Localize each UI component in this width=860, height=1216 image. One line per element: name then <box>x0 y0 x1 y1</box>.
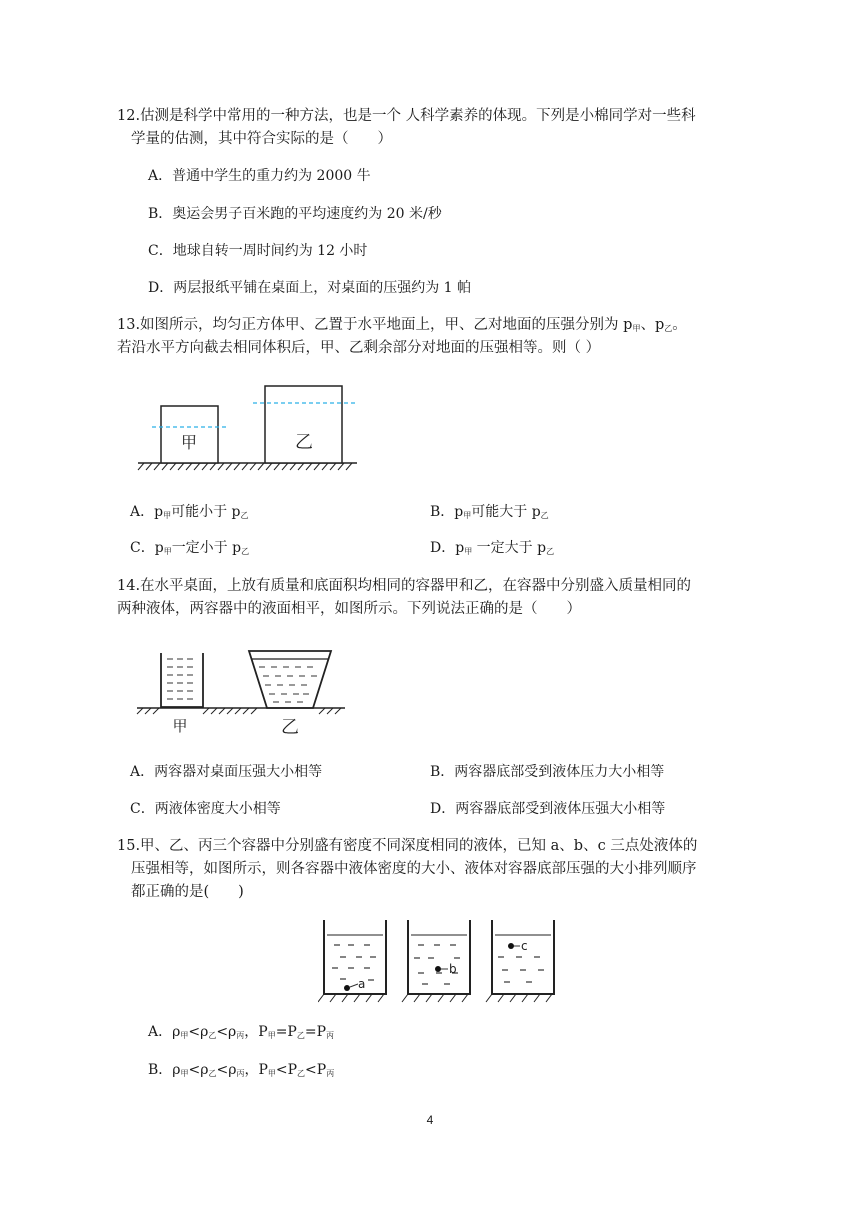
q12-stem-line2: 学量的估测，其中符合实际的是（ ） <box>131 131 392 147</box>
q12-option-b: B．奥运会男子百米跑的平均速度约为 20 米/秒 <box>148 206 442 222</box>
label-c: c <box>521 939 528 953</box>
point-b <box>435 966 441 972</box>
point-a <box>344 985 350 991</box>
q14-option-a: A．两容器对桌面压强大小相等 <box>130 764 323 780</box>
q13-option-c: C．$p_甲$一定小于 $p_乙$ <box>130 540 250 556</box>
q14-option-c: C．两液体密度大小相等 <box>130 801 281 817</box>
label-yi: 乙 <box>295 432 313 453</box>
label-b: b <box>449 962 457 976</box>
q15-stem-line3: 都正确的是( ) <box>131 884 244 900</box>
q12-option-c: C．地球自转一周时间约为 12 小时 <box>148 243 368 259</box>
q13-option-b: B．$p_甲$可能大于 $p_乙$ <box>430 504 549 520</box>
q15-stem-line1: 15.甲、乙、丙三个容器中分别盛有密度不同深度相同的液体，已知 a、b、c 三点处液体的 <box>117 838 698 854</box>
q14-containers-figure <box>133 647 348 739</box>
q12-stem-line1: 12.估测是科学中常用的一种方法，也是一个 人科学素养的体现。下列是小棉同学对一些科 <box>117 108 696 124</box>
page-number: 4 <box>426 1113 434 1127</box>
q13-stem-line2: 若沿水平方向截去相同体积后，甲、乙剩余部分对地面的压强相等。则（ ） <box>117 340 601 356</box>
q13-stem-line1: 13.如图所示，均匀正方体甲、乙置于水平地面上，甲、乙对地面的压强分别为 $p_甲$、$p_乙$。 <box>117 317 687 333</box>
q12-option-d: D．两层报纸平铺在桌面上，对桌面的压强约为 1 帕 <box>148 280 472 296</box>
q13-option-d: D．$p_甲$ 一定大于 $p_乙$ <box>430 540 555 556</box>
q15-containers-figure <box>318 918 564 1004</box>
label-yi: 乙 <box>281 717 299 738</box>
q14-option-d: D．两容器底部受到液体压强大小相等 <box>430 801 666 817</box>
label-jia: 甲 <box>172 717 188 735</box>
q14-stem-line1: 14.在水平桌面，上放有质量和底面积均相同的容器甲和乙，在容器中分别盛入质量相同的 <box>117 578 692 594</box>
q15-stem-line2: 压强相等，如图所示，则各容器中液体密度的大小、液体对容器底部压强的大小排列顺序 <box>131 861 697 877</box>
point-c <box>508 943 514 949</box>
label-a: a <box>358 977 366 991</box>
q14-stem-line2: 两种液体，两容器中的液面相平，如图所示。下列说法正确的是（ ） <box>117 601 581 617</box>
q15-option-a: A．$\rho_甲<\rho_乙<\rho_丙$，$P_甲=P_乙=P_丙$ <box>148 1024 335 1040</box>
label-jia: 甲 <box>180 433 198 452</box>
q13-blocks-figure <box>132 380 362 472</box>
q14-option-b: B．两容器底部受到液体压力大小相等 <box>430 764 665 780</box>
q12-option-a: A．普通中学生的重力约为 2000 牛 <box>148 168 371 184</box>
q15-option-b: B．$\rho_甲<\rho_乙<\rho_丙$，$P_甲<P_乙<P_丙$ <box>148 1062 335 1078</box>
q13-option-a: A．$p_甲$可能小于 $p_乙$ <box>130 504 249 520</box>
